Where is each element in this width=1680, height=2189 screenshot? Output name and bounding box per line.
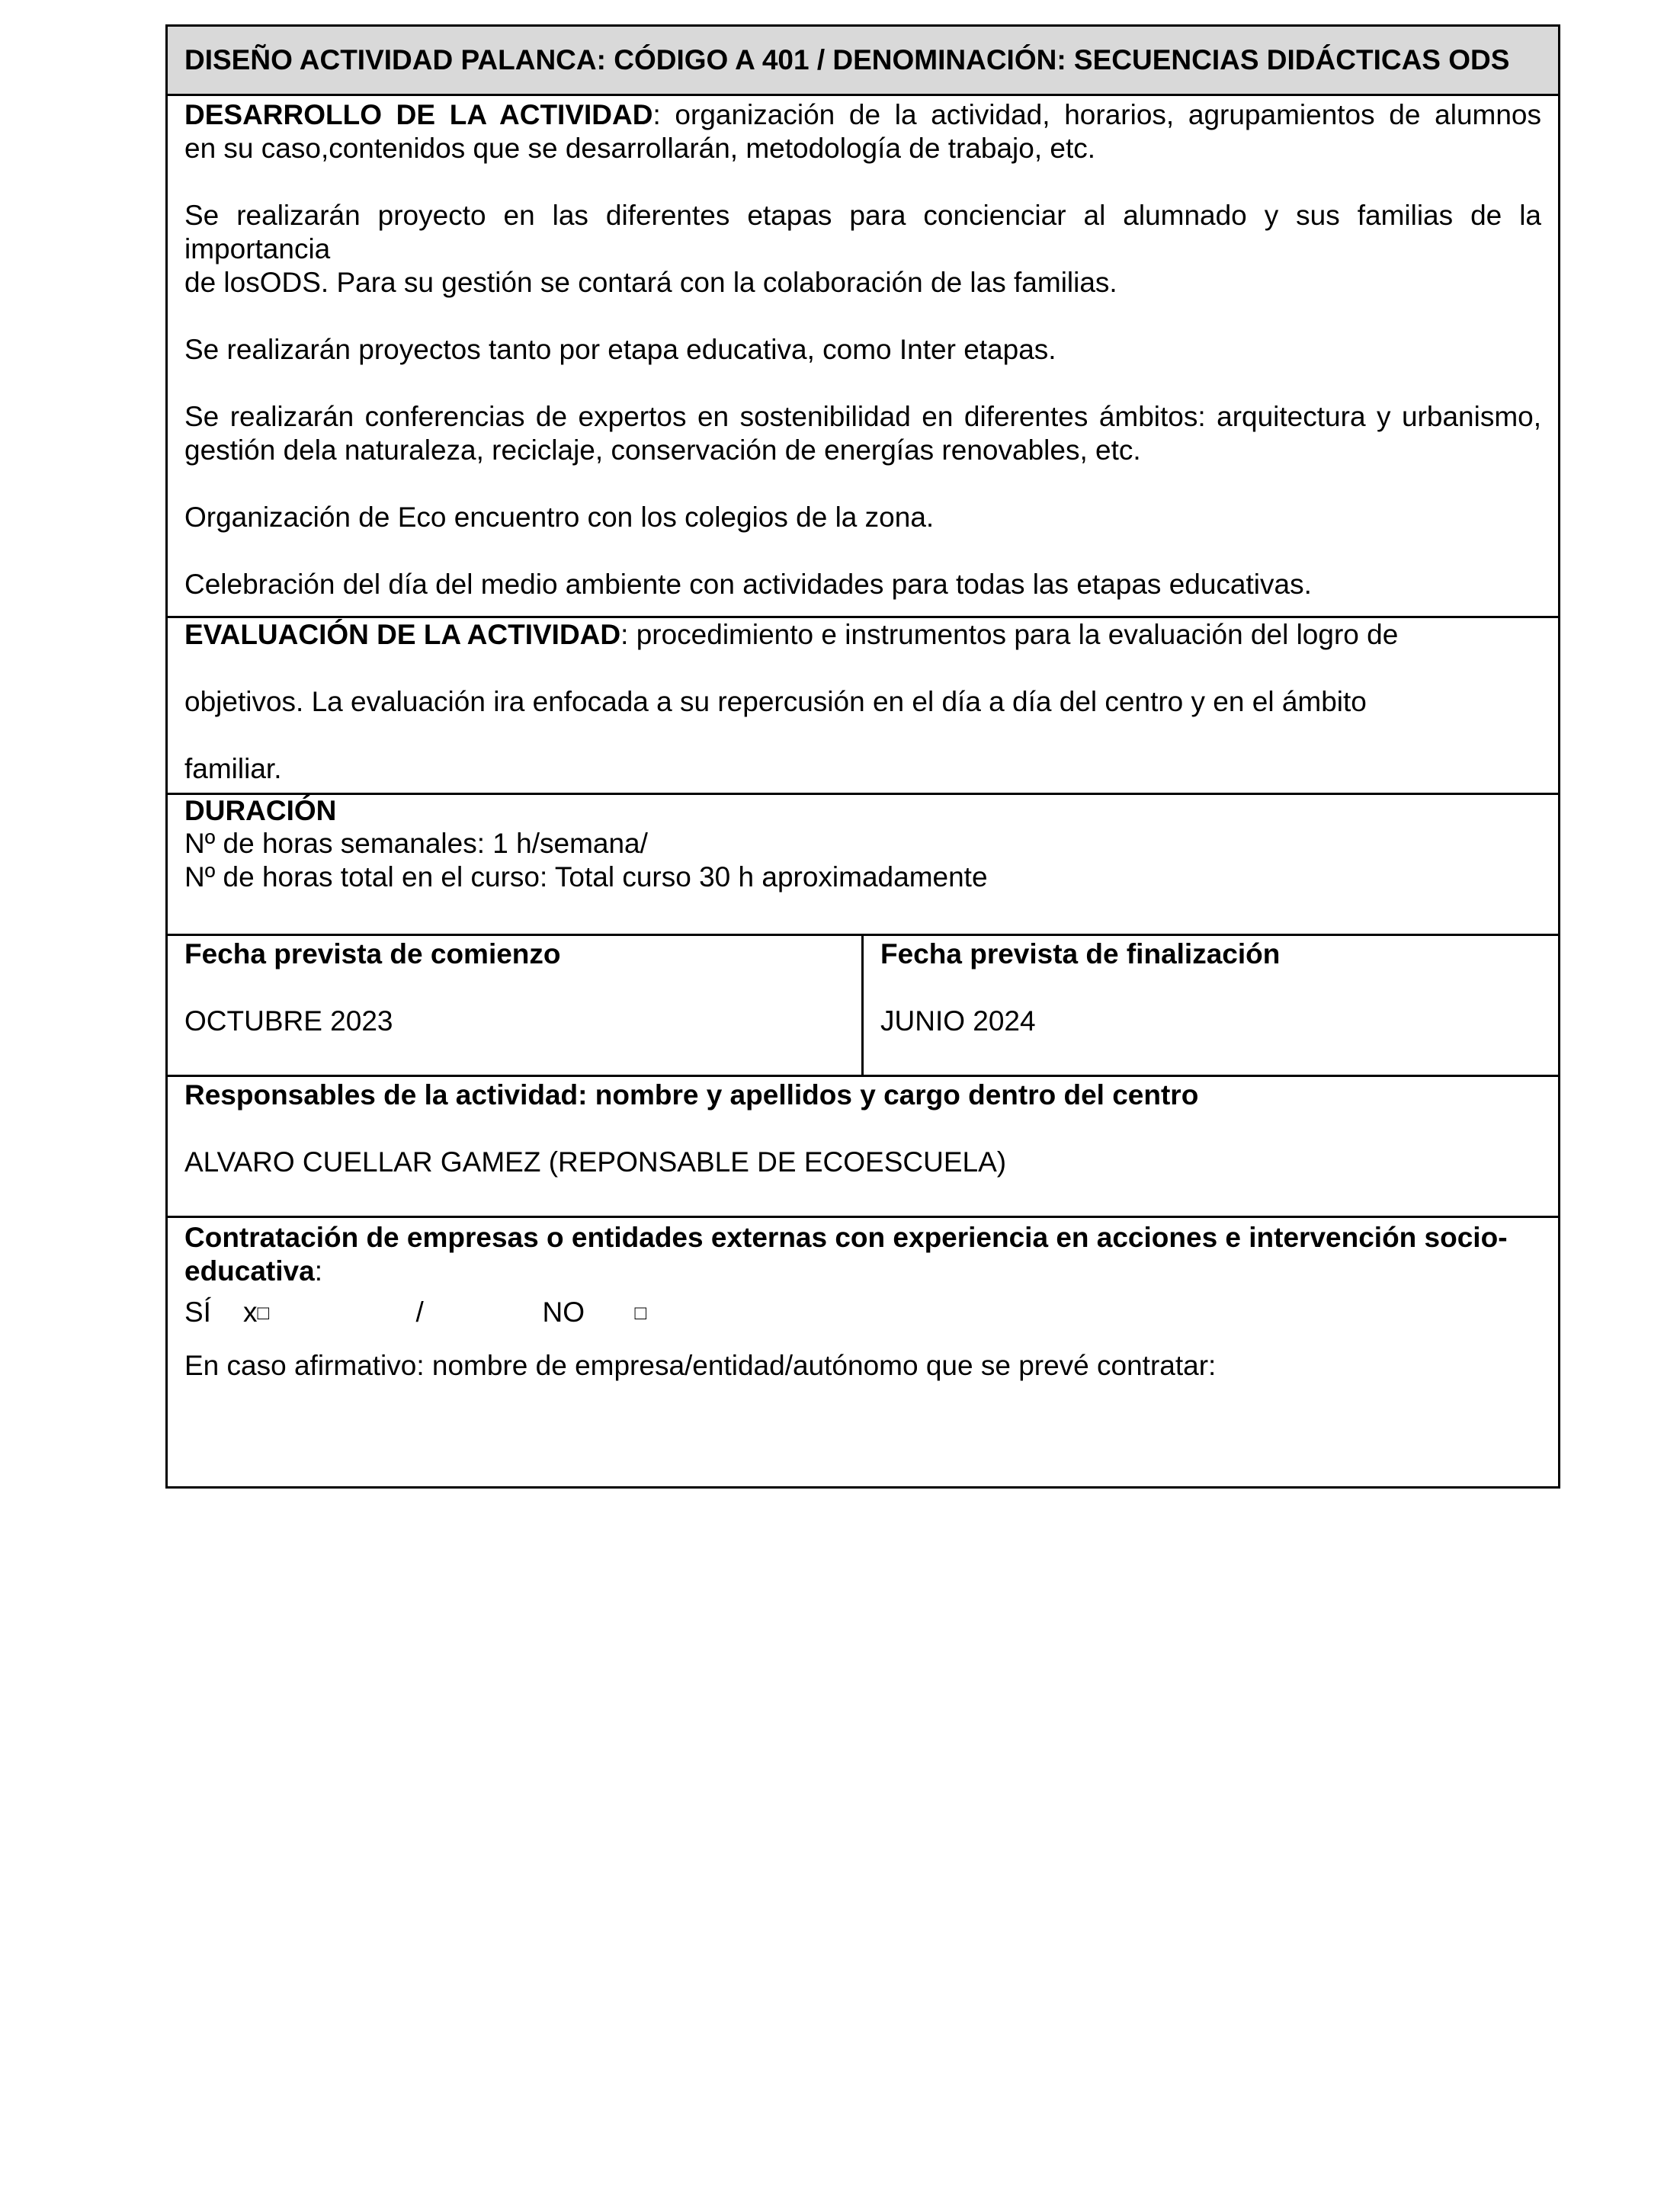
- no-label: NO: [542, 1296, 585, 1328]
- duracion-section: [168, 793, 1558, 934]
- fecha-fin-value: JUNIO 2024: [880, 1005, 1036, 1037]
- desarrollo-p3-line2: gestión dela naturaleza, reciclaje, conservación de energías renovables, etc.: [184, 434, 1141, 466]
- fecha-fin-label: Fecha prevista de finalización: [880, 938, 1281, 970]
- contratacion-label-line1: Contratación de empresas o entidades externas con experiencia en acciones e intervención socio-: [184, 1222, 1508, 1253]
- fecha-comienzo-cell: [168, 936, 864, 1075]
- contratacion-label-line2: educativa:: [184, 1255, 322, 1287]
- desarrollo-section: [168, 94, 1558, 616]
- si-mark: x: [243, 1296, 258, 1328]
- desarrollo-p5: Celebración del día del medio ambiente con actividades para todas las etapas educativas.: [184, 569, 1312, 600]
- responsables-label: Responsables de la actividad: nombre y apellidos y cargo dentro del centro: [184, 1079, 1199, 1111]
- desarrollo-p1-line1: Se realizarán proyecto en las diferentes etapas para concienciar al alumnado y sus familias de la importancia: [184, 200, 1541, 264]
- fechas-section: [168, 934, 1558, 1075]
- fecha-comienzo-value: OCTUBRE 2023: [184, 1005, 393, 1037]
- contratacion-afirmativo: En caso afirmativo: nombre de empresa/entidad/autónomo que se prevé contratar:: [184, 1350, 1217, 1381]
- choice-slash: /: [415, 1296, 424, 1328]
- desarrollo-p1-line2: de losODS. Para su gestión se contará con la colaboración de las familias.: [184, 267, 1117, 298]
- duracion-total: Nº de horas total en el curso: Total curso 30 h aproximadamente: [184, 861, 988, 893]
- contratacion-section: [168, 1216, 1558, 1486]
- desarrollo-intro-line1: DESARROLLO DE LA ACTIVIDAD: organización de la actividad, horarios, agrupamientos de alumnos: [184, 99, 1541, 130]
- evaluacion-line2: objetivos. La evaluación ira enfocada a su repercusión en el día a día del centro y en el ámbito: [184, 686, 1367, 717]
- activity-design-form: [165, 24, 1560, 1489]
- si-checkbox[interactable]: □: [257, 1301, 270, 1324]
- evaluacion-section: [168, 616, 1558, 793]
- responsables-section: [168, 1075, 1558, 1216]
- evaluacion-line1: EVALUACIÓN DE LA ACTIVIDAD: procedimiento e instrumentos para la evaluación del logro de: [184, 619, 1399, 650]
- duracion-label: DURACIÓN: [184, 795, 337, 826]
- contratacion-choice: [184, 1296, 1541, 1329]
- desarrollo-p3-line1: Se realizarán conferencias de expertos en sostenibilidad en diferentes ámbitos: arquitectura y urbanismo,: [184, 401, 1541, 432]
- form-header: [168, 27, 1558, 94]
- form-title: DISEÑO ACTIVIDAD PALANCA: CÓDIGO A 401 / DENOMINACIÓN: SECUENCIAS DIDÁCTICAS ODS: [184, 44, 1510, 75]
- desarrollo-p2: Se realizarán proyectos tanto por etapa educativa, como Inter etapas.: [184, 334, 1056, 365]
- fecha-comienzo-label: Fecha prevista de comienzo: [184, 938, 561, 970]
- desarrollo-p4: Organización de Eco encuentro con los colegios de la zona.: [184, 502, 935, 533]
- fecha-fin-cell: [864, 936, 1558, 1075]
- evaluacion-label: EVALUACIÓN DE LA ACTIVIDAD: [184, 619, 621, 650]
- si-label: SÍ: [184, 1296, 211, 1328]
- no-checkbox[interactable]: □: [634, 1301, 647, 1324]
- evaluacion-line3: familiar.: [184, 753, 282, 784]
- responsables-value: ALVARO CUELLAR GAMEZ (REPONSABLE DE ECOESCUELA): [184, 1146, 1007, 1178]
- desarrollo-label: DESARROLLO DE LA ACTIVIDAD: [184, 99, 653, 130]
- duracion-semanales: Nº de horas semanales: 1 h/semana/: [184, 828, 648, 859]
- desarrollo-intro-line2: en su caso,contenidos que se desarrollarán, metodología de trabajo, etc.: [184, 133, 1096, 164]
